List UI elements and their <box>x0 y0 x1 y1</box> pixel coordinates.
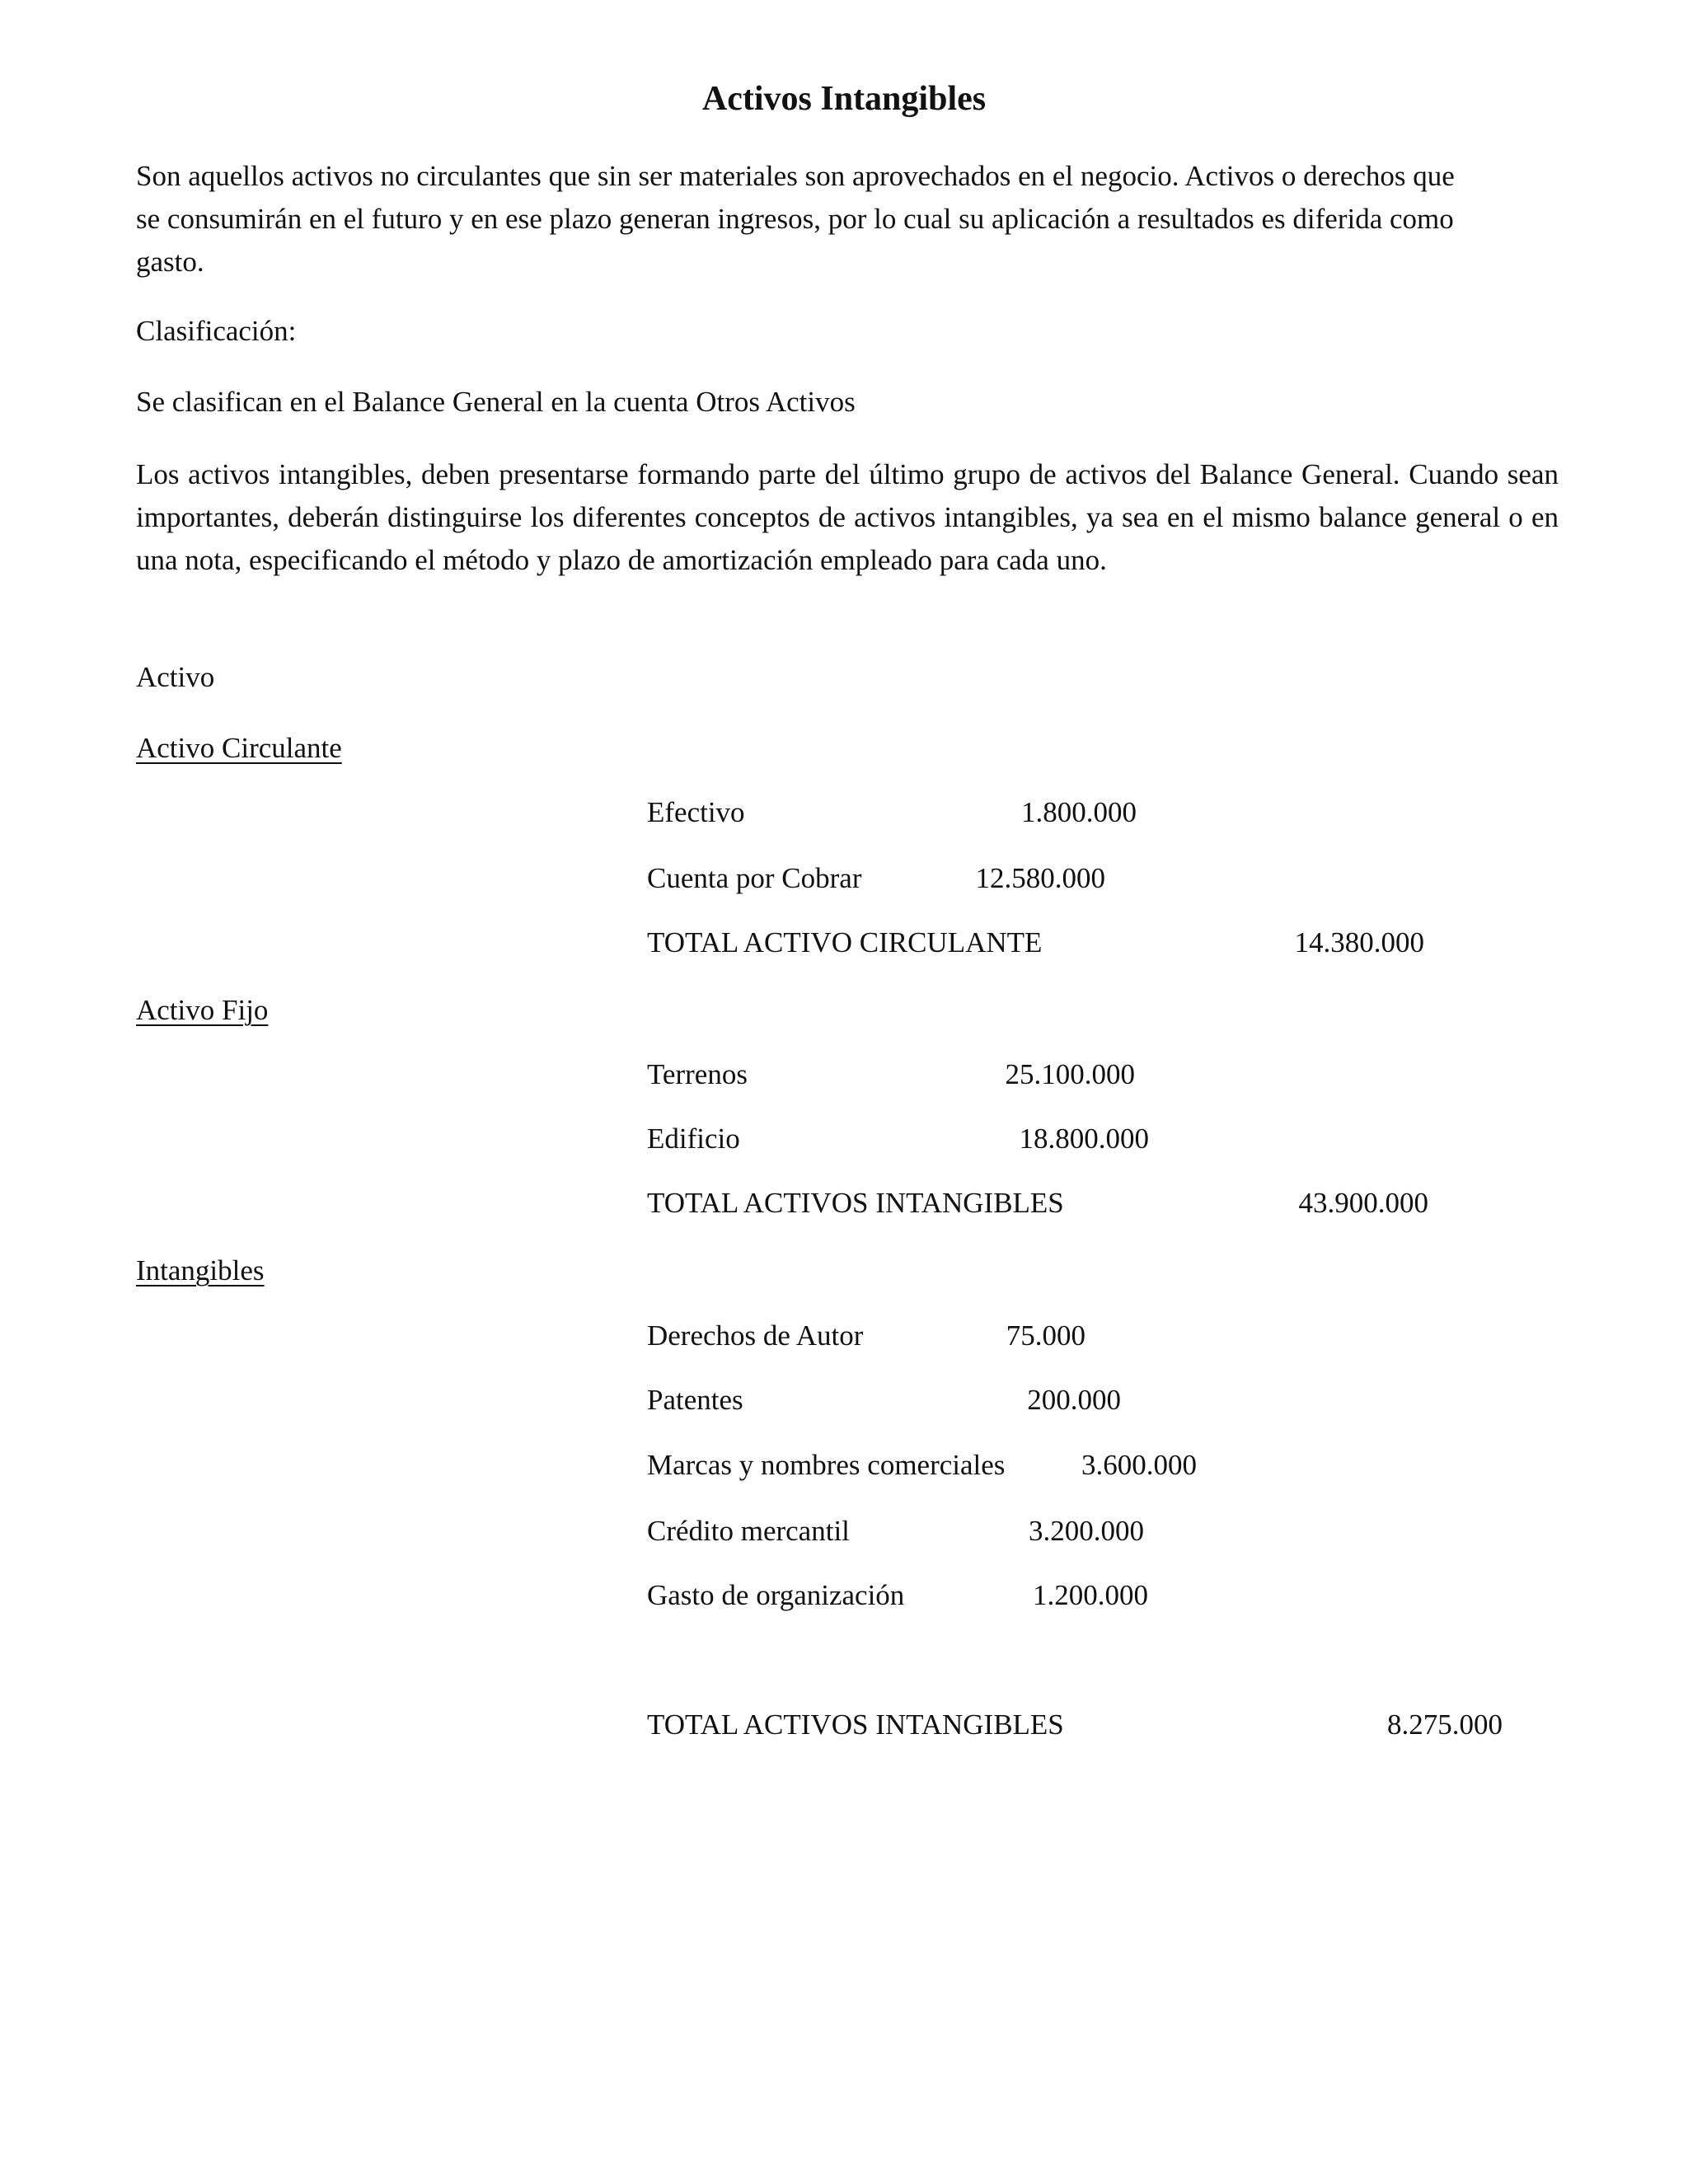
total-amount-intangibles: 8.275.000 <box>1387 1708 1503 1741</box>
total-label-fijo: TOTAL ACTIVOS INTANGIBLES <box>647 1187 1064 1219</box>
item-label-gasto-organizacion: Gasto de organización <box>647 1579 905 1611</box>
total-label-intangibles: TOTAL ACTIVOS INTANGIBLES <box>647 1708 1064 1741</box>
item-label-patentes: Patentes <box>647 1384 743 1416</box>
classification-text: Se clasifican en el Balance General en la cuenta Otros Activos <box>136 386 856 418</box>
section-activo-circulante: Activo Circulante <box>136 732 342 764</box>
item-amount-patentes: 200.000 <box>1027 1384 1121 1416</box>
page-title: Activos Intangibles <box>701 80 987 118</box>
item-amount-efectivo: 1.800.000 <box>1021 796 1137 828</box>
item-label-cuenta-por-cobrar: Cuenta por Cobrar <box>647 862 862 894</box>
item-label-edificio: Edificio <box>647 1122 740 1155</box>
item-amount-credito-mercantil: 3.200.000 <box>1029 1515 1144 1547</box>
total-label-circulante: TOTAL ACTIVO CIRCULANTE <box>647 926 1043 958</box>
item-amount-derechos-de-autor: 75.000 <box>1006 1319 1085 1352</box>
item-label-efectivo: Efectivo <box>647 796 745 828</box>
section-intangibles: Intangibles <box>136 1254 265 1286</box>
classification-heading: Clasificación: <box>136 315 297 347</box>
item-label-marcas: Marcas y nombres comerciales <box>647 1449 1006 1481</box>
item-amount-gasto-organizacion: 1.200.000 <box>1033 1579 1148 1611</box>
item-amount-edificio: 18.800.000 <box>1019 1122 1149 1155</box>
presentation-paragraph: Los activos intangibles, deben presentarse formando parte del último grupo de activos del Balance General. Cuando sean importantes, deberán distinguirse los diferentes conceptos de activos intangibles, ya sea en el mismo balance general o en una nota, especificando el método y plazo de amortización empleado para cada uno. <box>136 458 1559 576</box>
activo-heading: Activo <box>136 661 215 693</box>
section-activo-fijo: Activo Fijo <box>136 994 269 1026</box>
item-label-credito-mercantil: Crédito mercantil <box>647 1515 850 1547</box>
item-label-terrenos: Terrenos <box>647 1058 748 1090</box>
total-amount-fijo: 43.900.000 <box>1298 1187 1428 1219</box>
item-label-derechos-de-autor: Derechos de Autor <box>647 1319 864 1352</box>
intro-paragraph: Son aquellos activos no circulantes que sin ser materiales son aprovechados en el negocio. Activos o derechos que se consumirán en el futuro y en ese plazo generan ingresos, por lo cual su aplicación a resultados es diferida como gasto. <box>136 160 1455 278</box>
item-amount-marcas: 3.600.000 <box>1081 1449 1197 1481</box>
item-amount-cuenta-por-cobrar: 12.580.000 <box>975 862 1105 894</box>
item-amount-terrenos: 25.100.000 <box>1005 1058 1135 1090</box>
total-amount-circulante: 14.380.000 <box>1294 926 1424 958</box>
